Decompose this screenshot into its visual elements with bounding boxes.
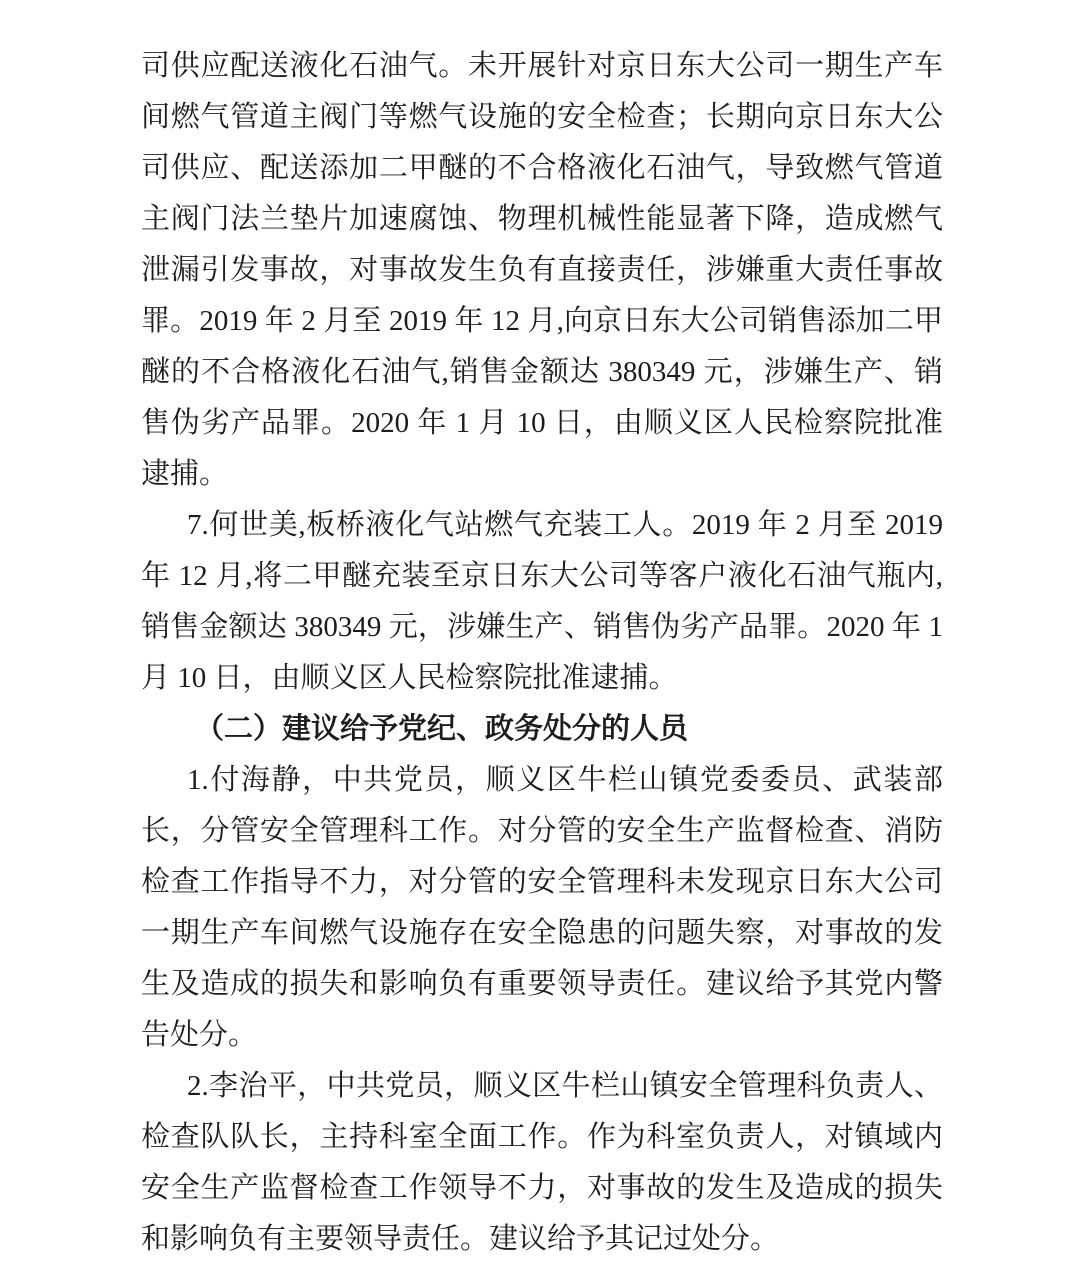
paragraph-criminal-item-7: 7.何世美,板桥液化气站燃气充装工人。2019 年 2 月至 2019 年 12 月,将二甲醚充装至京日东大公司等客户液化石油气瓶内,销售金额达 380349 元，涉嫌生产、销售伪劣产品罪。2020 年 1 月 10 日，由顺义区人民检察院批准逮捕。	[141, 509, 943, 694]
paragraph-discipline-item-2: 2.李治平，中共党员，顺义区牛栏山镇安全管理科负责人、检查队队长，主持科室全面工作。作为科室负责人，对镇域内安全生产监督检查工作领导不力，对事故的发生及造成的损失和影响负有主要领导责任。建议给予其记过处分。	[141, 1070, 943, 1255]
paragraph-discipline-item-1: 1.付海静，中共党员，顺义区牛栏山镇党委委员、武装部长，分管安全管理科工作。对分管的安全生产监督检查、消防检查工作指导不力，对分管的安全管理科未发现京日东大公司一期生产车间燃气设施存在安全隐患的问题失察，对事故的发生及造成的损失和影响负有重要领导责任。建议给予其党内警告处分。	[141, 764, 943, 1051]
paragraph-continued-criminal-item-6: 司供应配送液化石油气。未开展针对京日东大公司一期生产车间燃气管道主阀门等燃气设施的安全检查；长期向京日东大公司供应、配送添加二甲醚的不合格液化石油气，导致燃气管道主阀门法兰垫片加速腐蚀、物理机械性能显著下降，造成燃气泄漏引发事故，对事故发生负有直接责任，涉嫌重大责任事故罪。2019 年 2 月至 2019 年 12 月,向京日东大公司销售添加二甲醚的不合格液化石油气,销售金额达 380349 元，涉嫌生产、销售伪劣产品罪。2020 年 1 月 10 日，由顺义区人民检察院批准逮捕。	[141, 50, 943, 490]
section-heading-discipline-recommendations: （二）建议给予党纪、政务处分的人员	[195, 713, 689, 745]
